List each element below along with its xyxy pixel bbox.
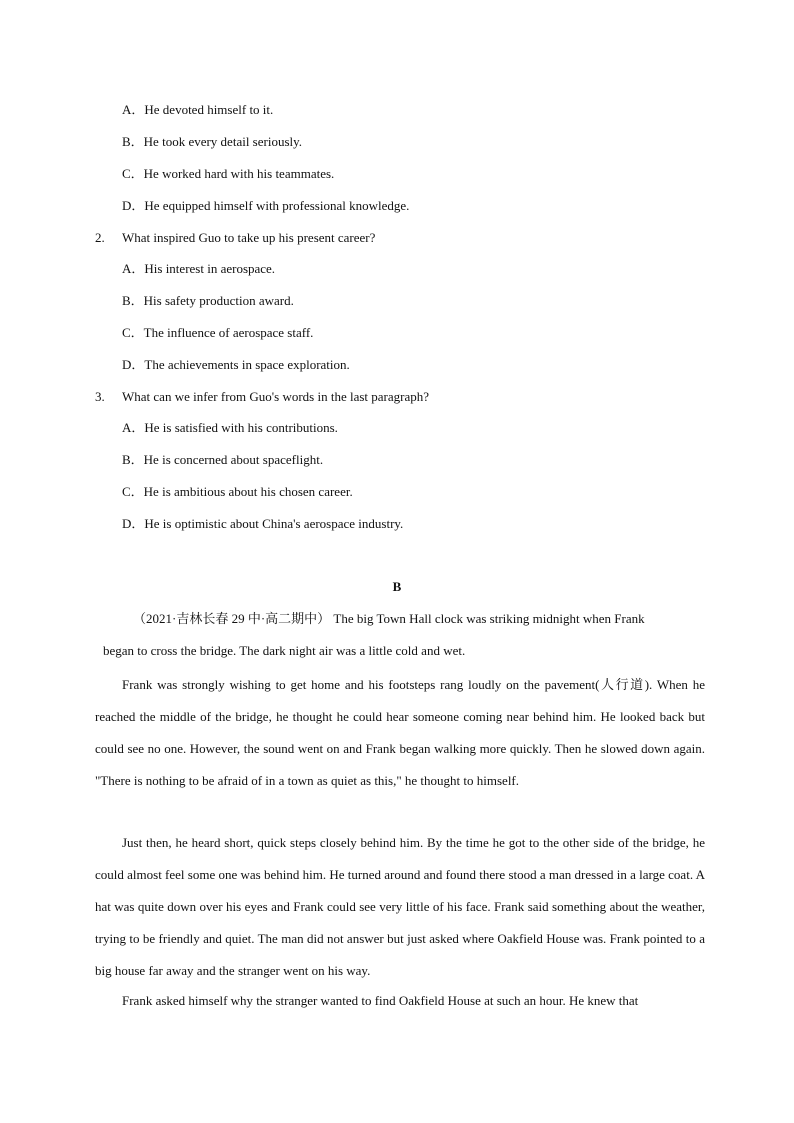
q2-option-b: B．His safety production award. [122,293,294,308]
q1-option-c: C．He worked hard with his teammates. [122,166,335,181]
section-title: B [392,579,402,594]
q2-question: What inspired Guo to take up his present career? [122,230,376,245]
q1-option-a: A．He devoted himself to it. [122,102,274,117]
q2-number: 2. [95,230,105,245]
passage-intro-line1 [133,610,645,628]
passage-paragraph-2: Just then, he heard short, quick steps closely behind him. By the time he got to the other side of the bridge, he could almost feel some one was behind him. He turned around and found there stood a man dressed in a large coat. A hat was quite down over his eyes and Frank could see very little of his face. Frank said something about the weather, trying to be friendly and quiet. The man did not answer but just asked where Oakfield House was. Frank pointed to a big house far away and the stranger went on his way. [95,835,705,978]
q2-option-a: A．His interest in aerospace. [122,261,276,276]
passage-paragraph-1: Frank was strongly wishing to get home and his footsteps rang loudly on the pavement(人行道). When he reached the middle of the bridge, he thought he could hear someone coming near behind him. He looked back but could see no one. However, the sound went on and Frank began walking more quickly. Then he slowed down again. "There is nothing to be afraid of in a town as quiet as this," he thought to himself. [95,677,705,788]
q3-option-b: B．He is concerned about spaceflight. [122,452,324,467]
q3-number: 3. [95,389,105,404]
q3-option-d: D．He is optimistic about China's aerospace industry. [122,516,404,531]
q3-option-c: C．He is ambitious about his chosen career. [122,484,353,499]
q3-option-a: A．He is satisfied with his contributions. [122,420,338,435]
passage-intro-line2: began to cross the bridge. The dark night air was a little cold and wet. [103,643,466,658]
passage-paragraph-3: Frank asked himself why the stranger wanted to find Oakfield House at such an hour. He knew that [122,993,639,1008]
q3-question: What can we infer from Guo's words in the last paragraph? [122,389,430,404]
q2-option-d: D．The achievements in space exploration. [122,357,350,372]
q2-option-c: C．The influence of aerospace staff. [122,325,314,340]
q1-option-d: D．He equipped himself with professional knowledge. [122,198,410,213]
passage-intro-text: The big Town Hall clock was striking midnight when Frank [333,611,645,626]
q1-option-b: B．He took every detail seriously. [122,134,303,149]
passage-source: （2021·吉林长春 29 中·高二期中） [133,611,331,626]
